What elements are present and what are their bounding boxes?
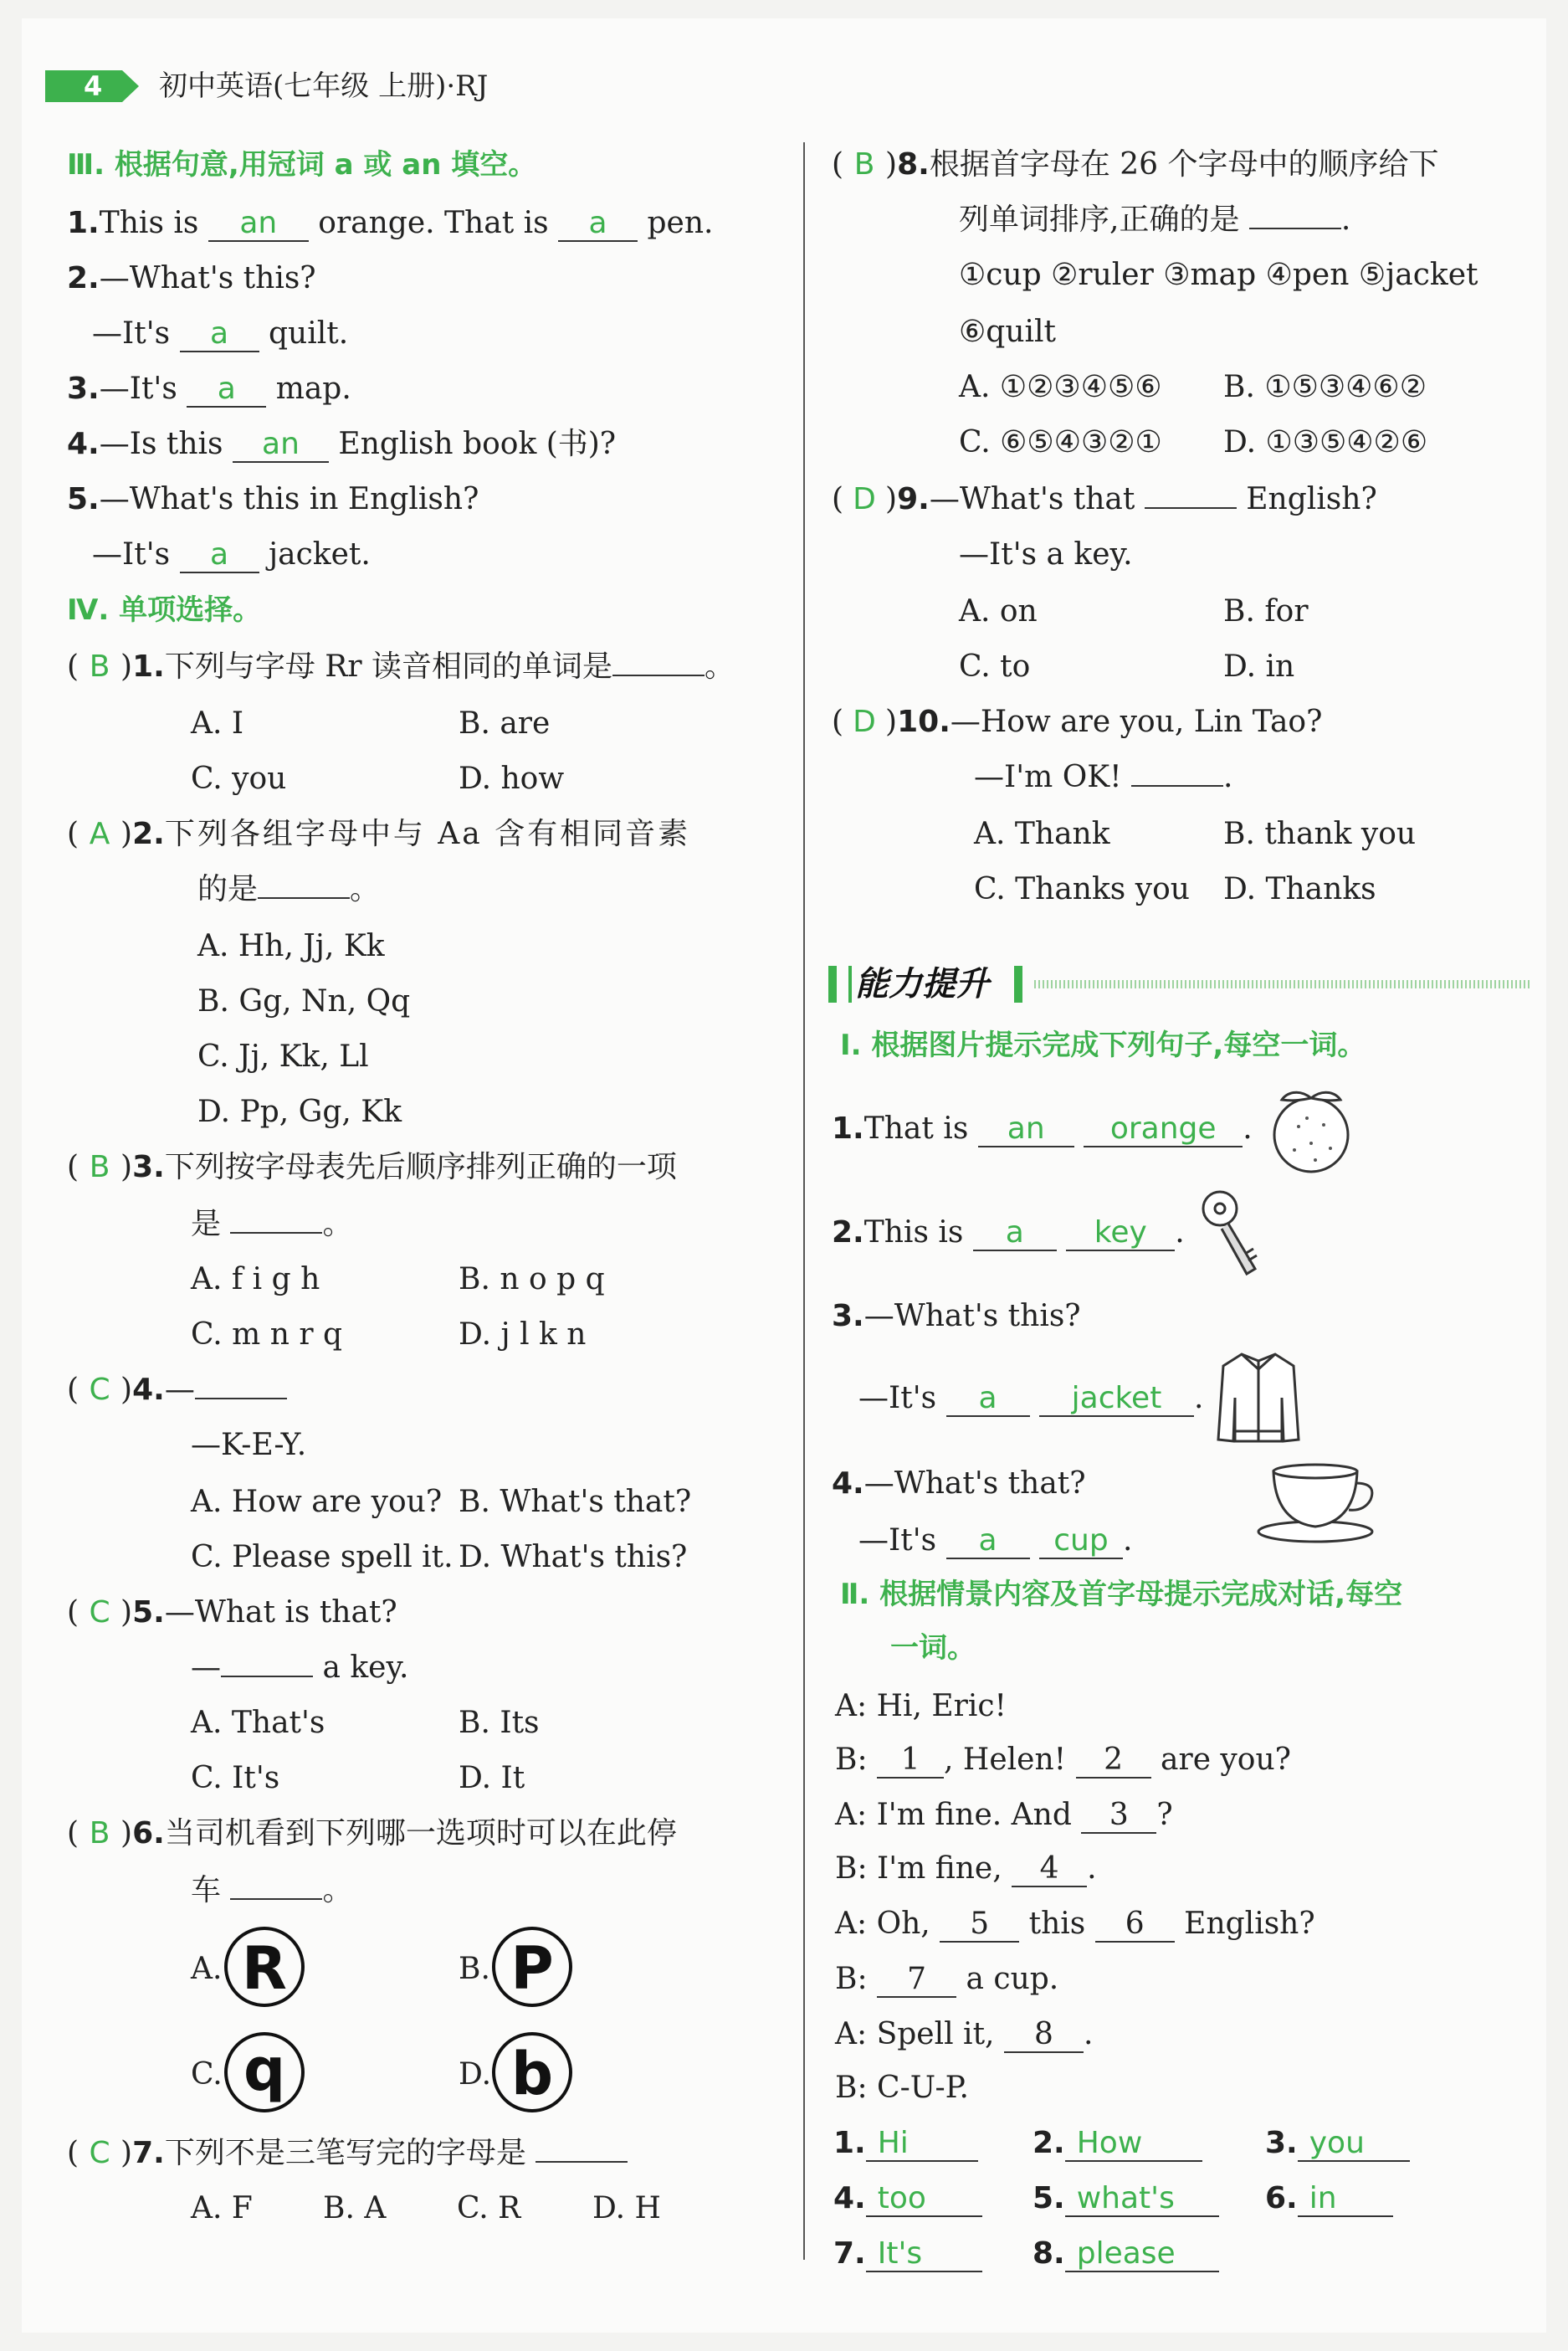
numbered-blank: 2 — [1076, 1743, 1151, 1779]
answer-item — [1033, 2124, 1202, 2163]
q-end: . — [1193, 1381, 1204, 1415]
s4-q9: ( D )9.—What's that English? — [832, 480, 1377, 519]
q-text: —What's this? — [863, 1299, 1081, 1333]
dialogue-text: A: Oh, — [835, 1907, 930, 1941]
option-c: C. to — [959, 649, 1031, 684]
answer-blank: please — [1065, 2237, 1219, 2272]
numbered-blank: 6 — [1095, 1907, 1175, 1943]
answer-choice: B — [89, 1816, 110, 1851]
key-picture — [1196, 1188, 1263, 1281]
option-c: C. Please spell it. — [191, 1540, 453, 1574]
answer-blank: an — [233, 428, 329, 463]
q-text: pen. — [647, 206, 714, 240]
dialogue-text: a cup. — [966, 1962, 1059, 1996]
q-stem: —How are you, Lin Tao? — [950, 705, 1323, 739]
q-text: —It's — [858, 1523, 937, 1558]
s4-q10: ( D )10.—How are you, Lin Tao? — [832, 703, 1322, 742]
q-end: 。 — [705, 649, 735, 684]
q-number: 4. — [67, 427, 100, 461]
q-text: —What's that? — [863, 1466, 1086, 1501]
q-text: orange. That is — [318, 206, 549, 240]
s3-q2-line2 — [92, 315, 348, 353]
option-d: D. — [459, 2057, 492, 2092]
dialogue-line-6 — [835, 1960, 1058, 1999]
q-end: . — [1223, 760, 1233, 794]
q-number: 4. — [132, 1373, 165, 1407]
answer-blank: It's — [866, 2237, 982, 2272]
q-number: 8. — [897, 147, 930, 182]
answer-blank: too — [866, 2182, 982, 2217]
answer-blank: a — [180, 538, 259, 573]
answer-item — [833, 2124, 978, 2163]
answer-number: 3. — [1265, 2126, 1298, 2160]
option-b: B. are — [459, 706, 551, 741]
option-b: B. for — [1223, 594, 1309, 629]
q-text: That is — [863, 1111, 969, 1146]
s4-q2-line2 — [197, 870, 380, 909]
option-b: B. — [459, 1952, 490, 1986]
q-text: —What's this in English? — [99, 482, 479, 516]
q-number: 4. — [832, 1466, 864, 1501]
option-d: D. Thanks — [1223, 872, 1376, 906]
s4-q6: ( B )6.当司机看到下列哪一选项时可以在此停 — [67, 1815, 677, 1853]
s3-q4 — [67, 425, 616, 464]
a1-q1 — [832, 1110, 1253, 1148]
answer-item — [1033, 2235, 1219, 2273]
option-a: A. ①②③④⑤⑥ — [959, 370, 1162, 404]
option-a: A. Thank — [974, 817, 1110, 851]
answer-choice: C — [89, 2136, 110, 2170]
q-text: jacket. — [268, 537, 371, 572]
s4-q6-line2 — [191, 1871, 352, 1910]
dialogue-text: B: I'm fine, — [835, 1851, 1002, 1886]
q-stem: 下列各组字母中与 Aa 含有相同音素 — [164, 817, 691, 851]
q-number: 9. — [897, 482, 930, 516]
answer-item — [1265, 2124, 1410, 2163]
s4-q1: ( B )1.下列与字母 Rr 读音相同的单词是 。 — [67, 648, 735, 686]
q-text: —It's — [858, 1381, 937, 1415]
answer-number: 2. — [1033, 2126, 1065, 2160]
answer-blank: an — [208, 207, 309, 242]
sign-r-option: R — [224, 1927, 305, 2007]
jacket-picture — [1217, 1347, 1300, 1446]
option-c: C. It's — [191, 1761, 280, 1795]
q-end: 。 — [322, 1873, 353, 1907]
option-d: D. ①③⑤④②⑥ — [1223, 425, 1428, 459]
option-d: D. It — [459, 1761, 525, 1795]
s4-q7: ( C )7.下列不是三笔写完的字母是 — [67, 2134, 628, 2173]
option-c: C. R — [457, 2191, 521, 2225]
option-c: C. Jj, Kk, Ll — [197, 1039, 369, 1074]
numbered-blank: 5 — [940, 1907, 1019, 1943]
numbered-blank: 3 — [1081, 1799, 1156, 1834]
dialogue-text: this — [1028, 1907, 1086, 1941]
option-a: A. — [191, 1952, 223, 1986]
sign-q-option: q — [224, 2032, 305, 2112]
option-a: A. on — [959, 594, 1038, 629]
s4-q3: ( B )3.下列按字母表先后顺序排列正确的一项 — [67, 1148, 677, 1187]
ability-part1-heading: Ⅰ. 根据图片提示完成下列句子,每空一词。 — [840, 1029, 1366, 1062]
q-number: 3. — [132, 1150, 165, 1184]
answer-item — [833, 2235, 982, 2273]
answer-choice: B — [853, 147, 875, 182]
q-stem: 列单词排序,正确的是 — [959, 203, 1240, 237]
cup-picture — [1255, 1461, 1381, 1545]
q-number: 5. — [67, 482, 100, 516]
s4-q3-line2 — [191, 1205, 352, 1244]
dialogue-text: are you? — [1161, 1743, 1291, 1777]
q-number: 3. — [832, 1299, 864, 1333]
answer-choice: D — [853, 705, 876, 739]
q-stem: 车 — [191, 1873, 222, 1907]
dialogue-text: . — [1087, 1851, 1097, 1886]
option-b: B. What's that? — [459, 1485, 692, 1519]
answer-blank: a — [558, 207, 638, 242]
option-c: C. m n r q — [191, 1317, 343, 1352]
ability-part2-heading-2: 一词。 — [890, 1631, 976, 1665]
dialogue-line-3 — [835, 1796, 1173, 1835]
s3-q5-line2 — [92, 536, 371, 574]
dialogue-text: A: Spell it, — [835, 2017, 995, 2051]
q-text: —Is this — [99, 427, 223, 461]
option-d: D. in — [1223, 649, 1295, 684]
page-number: 4 — [84, 70, 103, 102]
q-text: —It's — [92, 316, 171, 351]
q-number: 10. — [897, 705, 951, 739]
answer-blank: How — [1065, 2127, 1202, 2162]
answer-number: 7. — [833, 2236, 866, 2271]
s4-q2: ( A )2.下列各组字母中与 Aa 含有相同音素 — [67, 815, 690, 854]
s4-q10-line2 — [974, 758, 1232, 797]
answer-choice: C — [89, 1373, 110, 1407]
a1-q3 — [832, 1297, 1081, 1336]
numbered-blank: 1 — [877, 1743, 944, 1779]
q-stem: 下列按字母表先后顺序排列正确的一项 — [164, 1150, 677, 1184]
option-d: D. j l k n — [459, 1317, 587, 1352]
dialogue-line-5 — [835, 1905, 1315, 1943]
book-title: 初中英语(七年级 上册)·RJ — [159, 69, 489, 103]
q-text: —I'm OK! — [974, 760, 1122, 794]
q-text: quilt. — [268, 316, 349, 351]
q-number: 5. — [132, 1595, 165, 1630]
option-a: A. F — [191, 2191, 253, 2225]
a1-q4-line2 — [858, 1522, 1132, 1560]
option-c: C. Thanks you — [974, 872, 1190, 906]
q-number: 1. — [132, 649, 165, 684]
q-number: 2. — [67, 261, 100, 295]
orange-picture — [1265, 1085, 1357, 1177]
column-divider — [803, 142, 805, 2260]
section4-heading: Ⅳ. 单项选择。 — [67, 593, 262, 627]
q-number: 7. — [132, 2136, 165, 2170]
option-b: B. Gg, Nn, Qq — [197, 984, 411, 1019]
option-d: D. What's this? — [459, 1540, 688, 1574]
answer-blank: a — [187, 372, 266, 408]
answer-blank: a — [946, 1524, 1030, 1559]
s4-q8: ( B )8.根据首字母在 26 个字母中的顺序给下 — [832, 146, 1439, 184]
numbered-blank: 8 — [1004, 2018, 1084, 2053]
answer-number: 4. — [833, 2181, 866, 2215]
answer-blank: a — [973, 1216, 1057, 1251]
q-text: This is — [863, 1215, 964, 1250]
answer-blank: key — [1066, 1216, 1175, 1251]
q-number: 6. — [132, 1816, 165, 1851]
answer-choice: B — [89, 1150, 110, 1184]
q-end: . — [1340, 203, 1351, 237]
dialogue-line-2 — [835, 1741, 1291, 1779]
answer-blank: jacket — [1039, 1382, 1194, 1417]
q-stem: 下列不是三笔写完的字母是 — [164, 2136, 526, 2170]
answer-blank: in — [1298, 2182, 1393, 2217]
answer-blank: an — [978, 1112, 1074, 1147]
answer-number: 5. — [1033, 2181, 1065, 2215]
answer-blank: a — [180, 317, 259, 352]
q-end: . — [1243, 1111, 1253, 1146]
numbered-blank: 4 — [1012, 1852, 1087, 1887]
option-a: A. I — [191, 706, 244, 741]
s3-q1 — [67, 204, 713, 243]
option-d: D. how — [459, 762, 565, 796]
q-number: 2. — [132, 817, 165, 851]
dialogue-line-1: A: Hi, Eric! — [835, 1689, 1007, 1723]
q-text: map. — [275, 372, 351, 406]
q-number: 1. — [67, 206, 100, 240]
q-number: 2. — [832, 1215, 864, 1250]
answer-blank: a — [946, 1382, 1030, 1417]
option-b: B. Its — [459, 1706, 540, 1740]
q-stem: — — [164, 1373, 195, 1407]
q-text: —What's this? — [99, 261, 316, 295]
q-number: 3. — [67, 372, 100, 406]
section3-heading: Ⅲ. 根据句意,用冠词 a 或 an 填空。 — [67, 148, 537, 182]
s3-q2 — [67, 259, 316, 298]
q-stem: 下列与字母 Rr 读音相同的单词是 — [164, 649, 613, 684]
option-a: A. That's — [191, 1706, 325, 1740]
dialogue-text: English? — [1184, 1907, 1315, 1941]
answer-item — [1265, 2179, 1393, 2218]
s4-q8-line2 — [959, 201, 1350, 239]
option-b: B. A — [323, 2191, 387, 2225]
answer-number: 6. — [1265, 2181, 1298, 2215]
q-text: This is — [99, 206, 199, 240]
option-b: B. ①⑤③④⑥② — [1223, 370, 1427, 404]
option-a: A. How are you? — [191, 1485, 443, 1519]
sign-p-option: P — [492, 1927, 572, 2007]
answer-choice: A — [89, 817, 110, 851]
q-number: 1. — [832, 1111, 864, 1146]
answer-item — [833, 2179, 982, 2218]
dialogue-line-7 — [835, 2015, 1093, 2054]
answer-blank: orange — [1084, 1112, 1243, 1147]
q-text: a key. — [322, 1650, 409, 1685]
option-a: A. f i g h — [191, 1262, 320, 1296]
dialogue-line-8: B: C-U-P. — [835, 2071, 969, 2105]
q-stem: —What is that? — [164, 1595, 397, 1630]
s4-q5-line2 — [191, 1649, 408, 1687]
banner-title: 能力提升 — [855, 965, 989, 1004]
s4-q5: ( C )5.—What is that? — [67, 1594, 397, 1632]
answer-blank: Hi — [866, 2127, 978, 2162]
q-end: 。 — [350, 872, 381, 906]
s3-q3 — [67, 370, 351, 408]
answer-choice: B — [89, 649, 110, 684]
option-d: D. Pp, Gg, Kk — [197, 1095, 402, 1129]
option-c: C. you — [191, 762, 287, 796]
answer-number: 1. — [833, 2126, 866, 2160]
s4-q4-line2: —K-E-Y. — [191, 1428, 307, 1462]
a1-q2 — [832, 1214, 1185, 1252]
dialogue-text: . — [1083, 2017, 1094, 2051]
q8-word-list-2: ⑥quilt — [959, 315, 1056, 349]
sign-b-option: b — [492, 2032, 572, 2112]
q-end: . — [1175, 1215, 1185, 1250]
ability-part2-heading: Ⅱ. 根据情景内容及首字母提示完成对话,每空 — [840, 1578, 1403, 1611]
answer-choice: D — [853, 482, 876, 516]
q-stem: 是 — [191, 1207, 222, 1241]
q-stem: 根据首字母在 26 个字母中的顺序给下 — [929, 147, 1439, 182]
answer-number: 8. — [1033, 2236, 1065, 2271]
speaker: B: — [835, 1962, 868, 1996]
q-text: —It's — [99, 372, 177, 406]
a1-q4 — [832, 1465, 1086, 1503]
option-d: D. H — [592, 2191, 661, 2225]
q-end: 。 — [322, 1207, 353, 1241]
dialogue-text: ? — [1156, 1798, 1173, 1832]
option-b: B. n o p q — [459, 1262, 605, 1296]
answer-choice: C — [89, 1595, 110, 1630]
speaker: B: — [835, 1743, 868, 1777]
numbered-blank: 7 — [877, 1963, 956, 1998]
q-text: — — [191, 1650, 221, 1685]
option-c: C. ⑥⑤④③②① — [959, 425, 1162, 459]
q-stem: 的是 — [197, 872, 259, 906]
q-end: . — [1122, 1523, 1133, 1558]
option-b: B. thank you — [1223, 817, 1417, 851]
dialogue-text: A: I'm fine. And — [835, 1798, 1072, 1832]
answer-blank: you — [1298, 2127, 1410, 2162]
dialogue-line-4 — [835, 1850, 1097, 1888]
q8-word-list: ①cup ②ruler ③map ④pen ⑤jacket — [959, 258, 1478, 292]
s4-q9-line2: —It's a key. — [959, 537, 1133, 572]
answer-blank: what's — [1065, 2182, 1219, 2217]
q-stem: 当司机看到下列哪一选项时可以在此停 — [164, 1816, 677, 1851]
q-stem: —What's that — [929, 482, 1135, 516]
q-text: English book (书)? — [338, 427, 617, 461]
q-text: —It's — [92, 537, 171, 572]
answer-blank: cup — [1039, 1524, 1123, 1559]
option-c: C. — [191, 2057, 223, 2092]
s4-q4: ( C )4.— — [67, 1371, 287, 1409]
answer-item — [1033, 2179, 1219, 2218]
dialogue-text: , Helen! — [944, 1743, 1067, 1777]
a1-q3-line2 — [858, 1379, 1203, 1418]
s3-q5 — [67, 480, 479, 519]
q-stem: English? — [1246, 482, 1377, 516]
option-a: A. Hh, Jj, Kk — [197, 929, 385, 963]
